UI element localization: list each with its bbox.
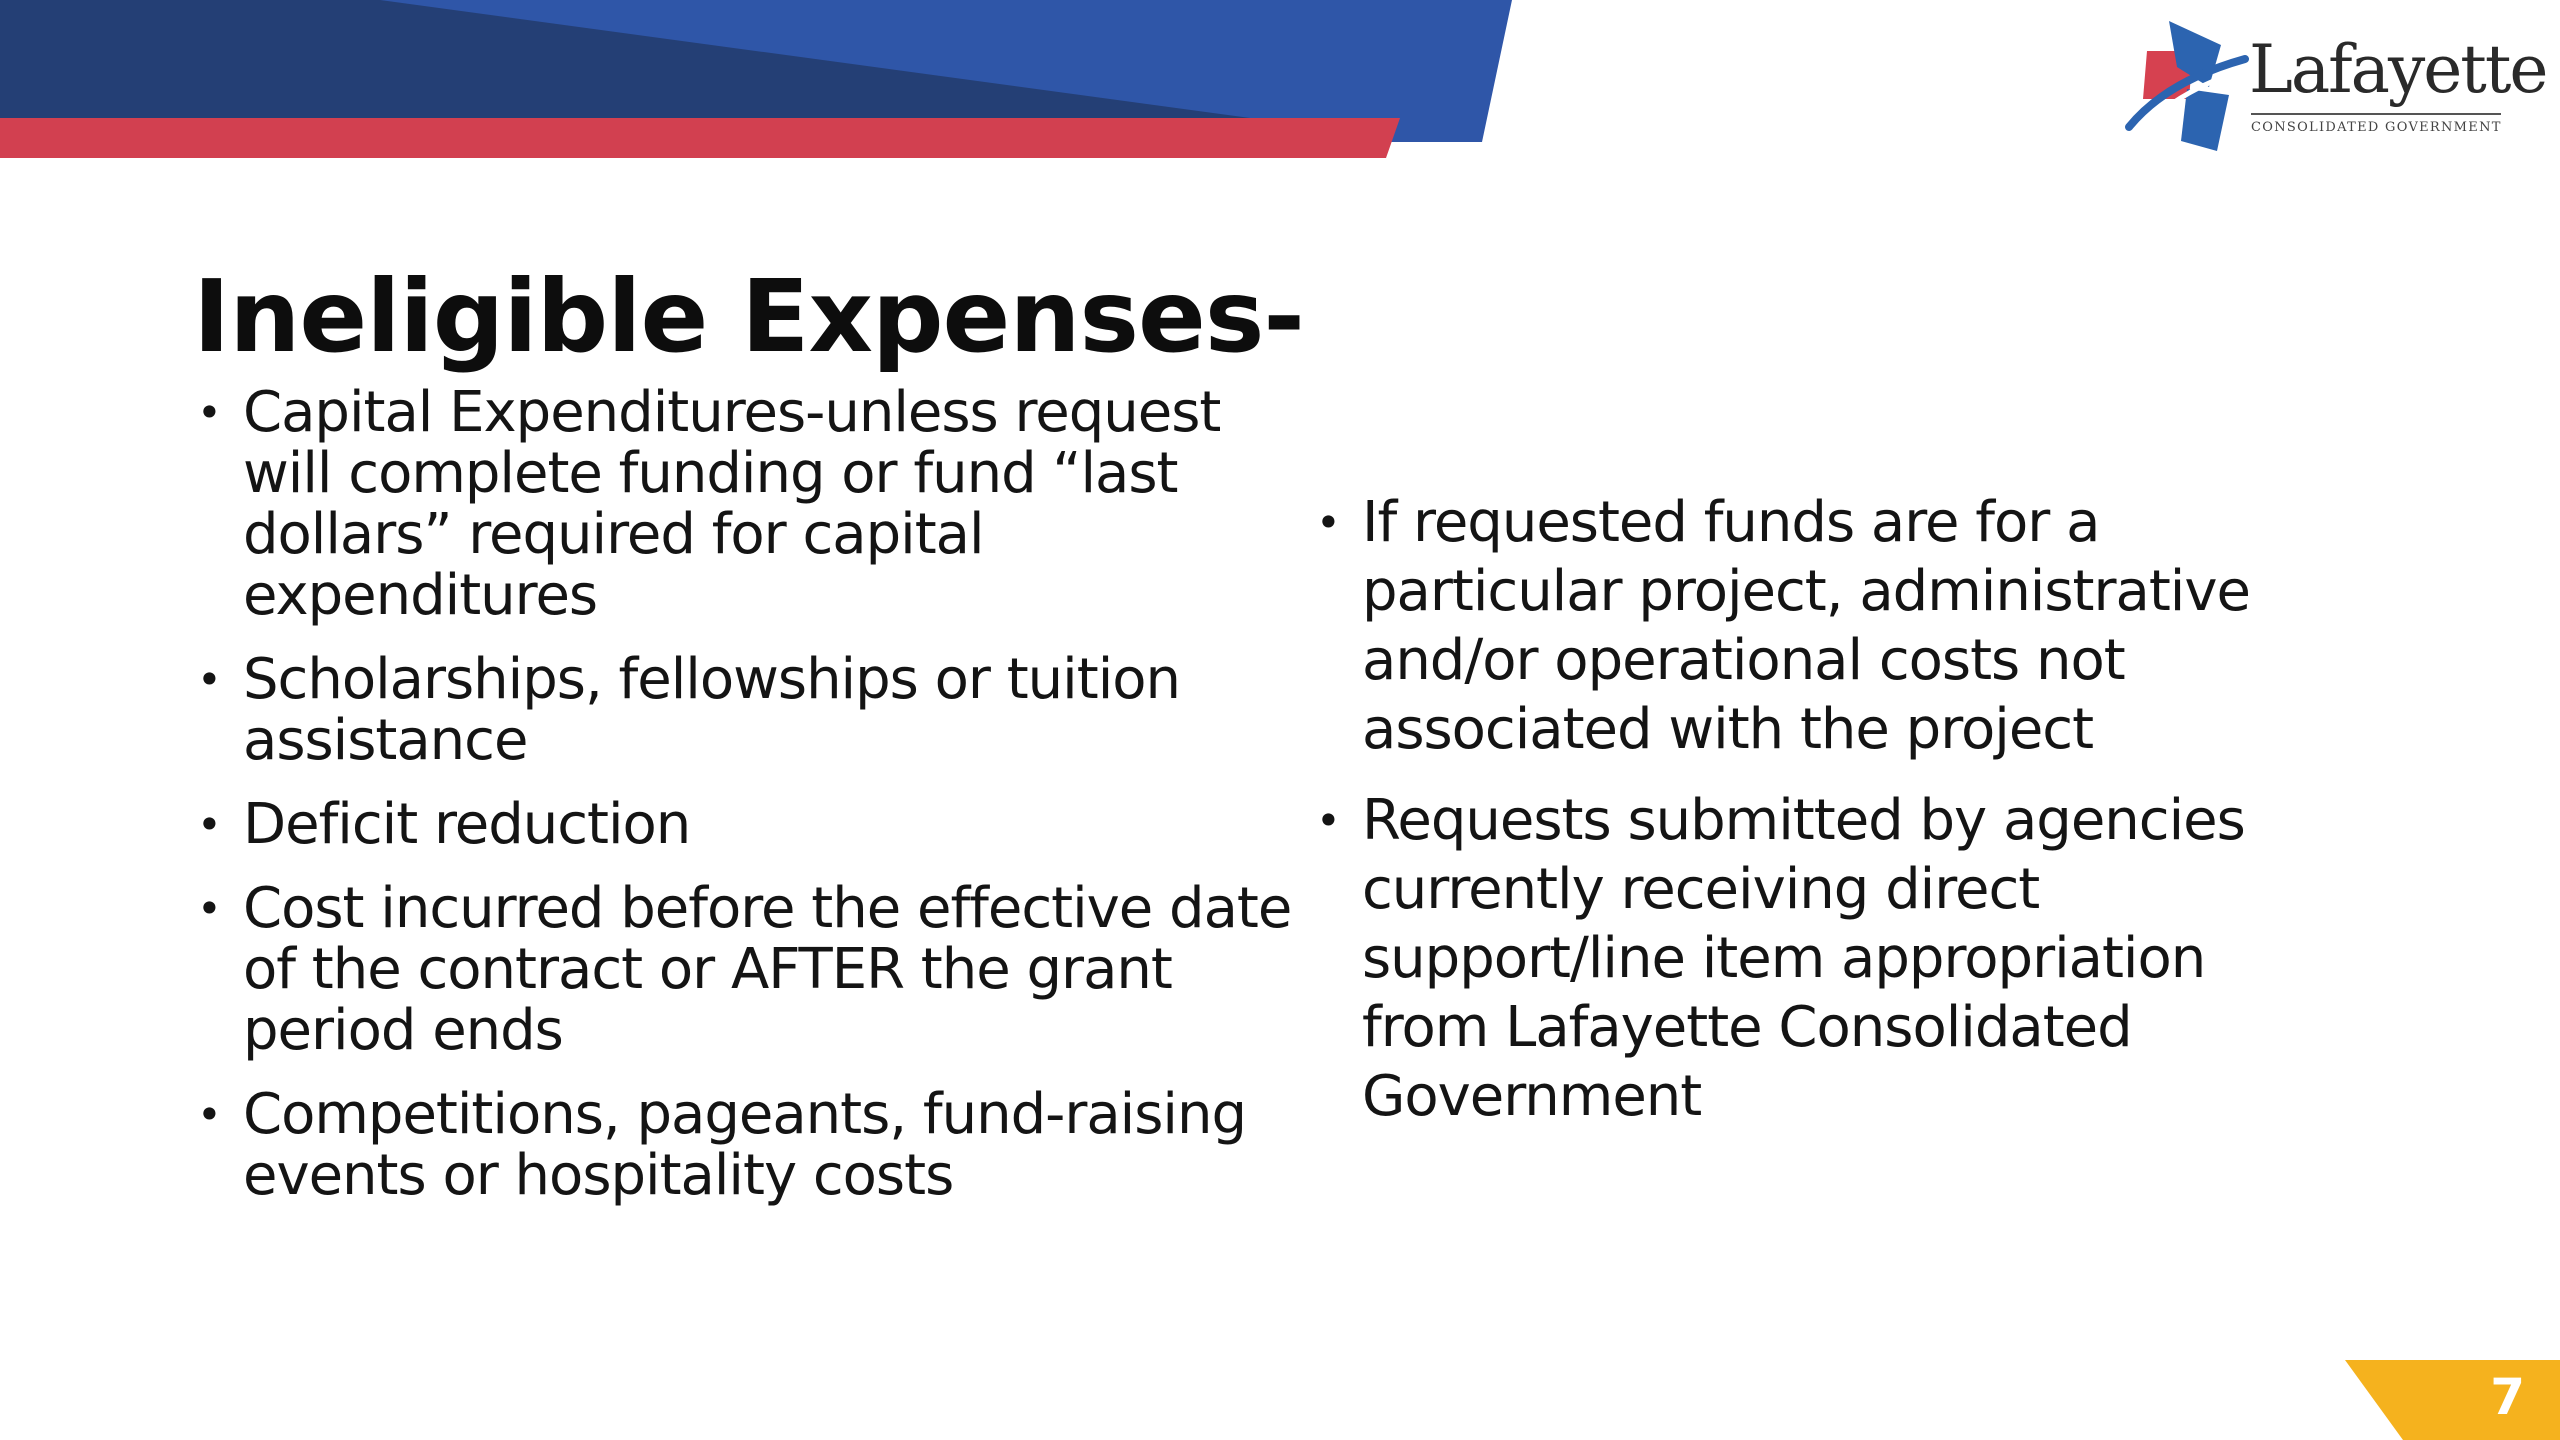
- bullet-text: Cost incurred before the effective date of the contract or AFTER the grant period ends: [243, 876, 1292, 1063]
- banner-red-stripe: [0, 118, 1400, 158]
- right-bullet-list: [1312, 488, 2312, 1153]
- bullet-item: [193, 1084, 1303, 1206]
- logo-subtitle: CONSOLIDATED GOVERNMENT: [2251, 120, 2502, 135]
- page-number-tab: [2345, 1360, 2560, 1440]
- logo-divider: [2251, 113, 2501, 115]
- bullet-text: Competitions, pageants, fund-raising events or hospitality costs: [243, 1082, 1247, 1208]
- bullet-item: [193, 878, 1303, 1061]
- logo-wordmark: Lafayette: [2249, 31, 2547, 108]
- bullet-item: [1312, 786, 2312, 1131]
- bullet-text: If requested funds are for a particular project, administrative and/or operational costs not associated with the project: [1362, 490, 2250, 762]
- bullet-text: Requests submitted by agencies currently receiving direct support/line item appropriation from Lafayette Consolidated Government: [1362, 788, 2245, 1129]
- bullet-dot-icon: •: [197, 884, 221, 933]
- left-bullet-list: [193, 382, 1303, 1229]
- bullet-text: Capital Expenditures-unless request will complete funding or fund “last dollars” required for capital expenditures: [243, 380, 1221, 628]
- logo-mark-icon: [2125, 15, 2255, 155]
- bullet-dot-icon: •: [197, 800, 221, 849]
- bullet-item: [193, 382, 1303, 626]
- page-tab-shape: [2345, 1360, 2560, 1440]
- bullet-dot-icon: •: [197, 388, 221, 437]
- bullet-dot-icon: •: [197, 655, 221, 704]
- bullet-dot-icon: •: [197, 1090, 221, 1139]
- bullet-text: Deficit reduction: [243, 792, 691, 857]
- lafayette-logo: [2125, 15, 2547, 155]
- bullet-dot-icon: •: [1316, 796, 1340, 845]
- page-number: 7: [2490, 1368, 2525, 1426]
- bullet-item: [193, 794, 1303, 855]
- bullet-dot-icon: •: [1316, 498, 1340, 547]
- bullet-item: [1312, 488, 2312, 764]
- slide-title: Ineligible Expenses-: [193, 258, 1304, 375]
- bullet-text: Scholarships, fellowships or tuition assistance: [243, 647, 1180, 773]
- header-banner: [0, 0, 1520, 165]
- bullet-item: [193, 649, 1303, 771]
